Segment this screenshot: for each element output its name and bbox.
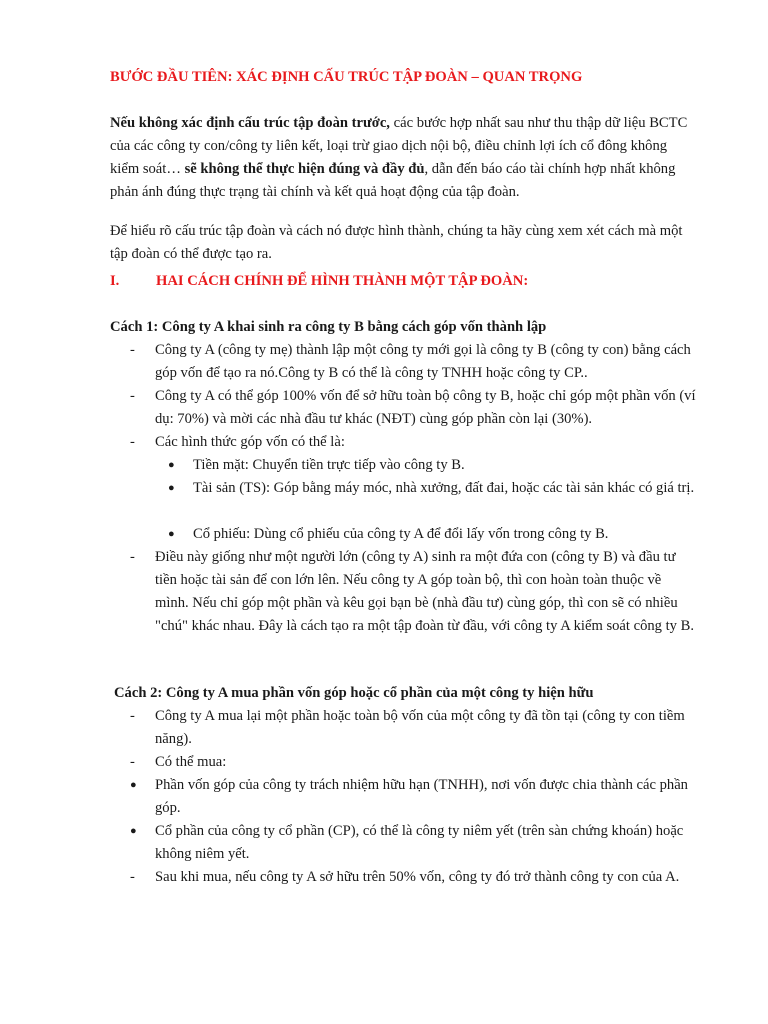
bullet-marker: ● [168, 482, 175, 494]
section-number: I. [110, 273, 120, 289]
intro-bold-mid: sẽ không thể thực hiện đúng và đầy đủ [184, 161, 425, 177]
intro-paragraph [110, 112, 698, 204]
dash-marker: - [130, 342, 135, 358]
list-item-text: Công ty A mua lại một phần hoặc toàn bộ vốn của một công ty đã tồn tại (công ty con tiềm năng). [155, 708, 685, 747]
intro-paragraph-2: Để hiểu rõ cấu trúc tập đoàn và cách nó được hình thành, chúng ta hãy cùng xem xét cách mà một tập đoàn có thể được tạo ra. [110, 223, 683, 262]
list-item-text: Sau khi mua, nếu công ty A sở hữu trên 50% vốn, công ty đó trở thành công ty con của A. [155, 869, 680, 885]
list-item-text: Điều này giống như một người lớn (công ty A) sinh ra một đứa con (công ty B) và đầu tư tiền hoặc tài sản để con lớn lên. Nếu công ty A góp toàn bộ, thì con hoàn toàn thuộc về mình. Nếu chỉ góp một phần và kêu gọi bạn bè (nhà đầu tư) cùng góp, thì con sẽ có nhiều "chú" khác nhau. Đây là cách tạo ra một tập đoàn từ đầu, với công ty A kiểm soát công ty B. [155, 549, 694, 634]
dash-marker: - [130, 754, 135, 770]
sub-list-item-text: Cổ phiếu: Dùng cổ phiếu của công ty A để đổi lấy vốn trong công ty B. [193, 526, 609, 542]
sub-list-item-text: Tài sản (TS): Góp bằng máy móc, nhà xưởng, đất đai, hoặc các tài sản khác có giá trị. [193, 480, 695, 496]
bullet-marker: ● [168, 528, 175, 540]
dash-marker: - [130, 388, 135, 404]
dash-marker: - [130, 434, 135, 450]
list-item-text: Công ty A (công ty mẹ) thành lập một công ty mới gọi là công ty B (công ty con) bằng cách góp vốn để tạo ra nó.Công ty B có thể là công ty TNHH hoặc công ty CP.. [155, 342, 691, 381]
sub-list-item-text: Tiền mặt: Chuyển tiền trực tiếp vào công ty B. [193, 457, 465, 473]
page-heading: BƯỚC ĐẦU TIÊN: XÁC ĐỊNH CẤU TRÚC TẬP ĐOÀN – QUAN TRỌNG [110, 69, 583, 85]
list-item-text: Có thể mua: [155, 754, 227, 770]
bullet-marker: ● [130, 779, 137, 791]
bullet-item-text: Phần vốn góp của công ty trách nhiệm hữu hạn (TNHH), nơi vốn được chia thành các phần góp. [155, 777, 688, 816]
dash-marker: - [130, 869, 135, 885]
section-title: HAI CÁCH CHÍNH ĐỂ HÌNH THÀNH MỘT TẬP ĐOÀN: [156, 273, 529, 289]
list-item-text: Công ty A có thể góp 100% vốn để sở hữu toàn bộ công ty B, hoặc chỉ góp một phần vốn (ví dụ: 70%) và mời các nhà đầu tư khác (NĐT) cùng góp phần còn lại (30%). [155, 388, 696, 427]
bullet-marker: ● [130, 825, 137, 837]
dash-marker: - [130, 708, 135, 724]
intro-bold-start: Nếu không xác định cấu trúc tập đoàn trước, [110, 115, 390, 131]
bullet-marker: ● [168, 459, 175, 471]
intro-text-a: các bước hợp nhất sau như thu thập dữ liệu BCTC của các công ty con/công ty liên kết, loại trừ giao dịch nội bộ, điều chỉnh lợi ích cổ đông không kiểm soát… [110, 115, 688, 177]
method-2-title: Cách 2: Công ty A mua phần vốn góp hoặc cổ phần của một công ty hiện hữu [114, 685, 594, 701]
intro-text-b: , dẫn đến báo cáo tài chính hợp nhất không phản ánh đúng thực trạng tài chính và kết quả hoạt động của tập đoàn. [110, 161, 676, 200]
method-1-title: Cách 1: Công ty A khai sinh ra công ty B bằng cách góp vốn thành lập [110, 319, 547, 335]
list-item-text: Các hình thức góp vốn có thể là: [155, 434, 345, 450]
bullet-item-text: Cổ phần của công ty cổ phần (CP), có thể là công ty niêm yết (trên sàn chứng khoán) hoặc không niêm yết. [155, 823, 684, 862]
dash-marker: - [130, 549, 135, 565]
